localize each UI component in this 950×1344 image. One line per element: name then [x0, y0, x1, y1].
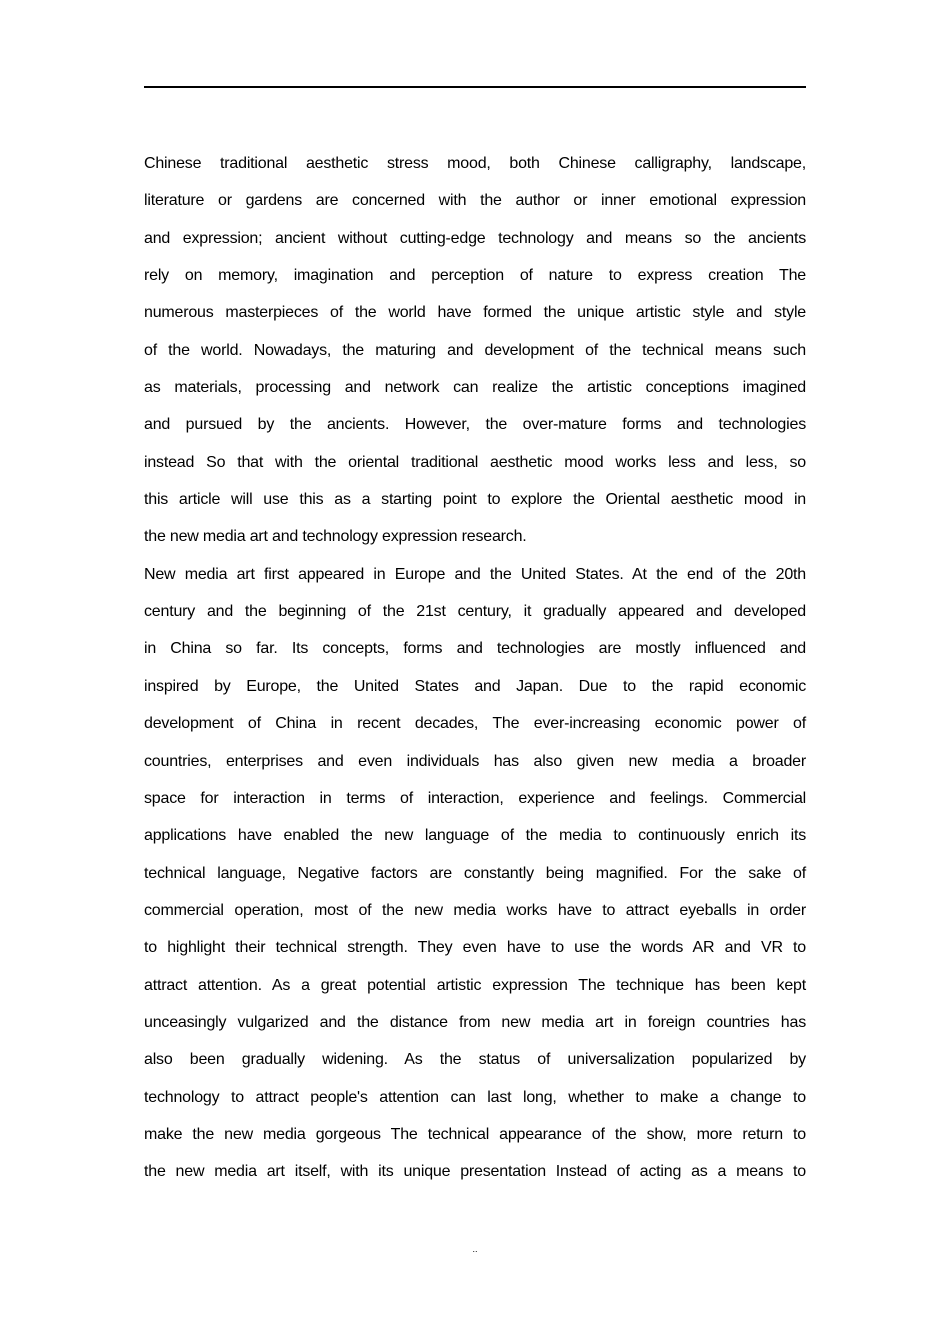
- text-line: century and the beginning of the 21st century, it gradually appeared and developed: [144, 603, 806, 621]
- text-line: inspired by Europe, the United States and Japan. Due to the rapid economic: [144, 677, 806, 695]
- text-line: numerous masterpieces of the world have formed the unique artistic style and style: [144, 304, 806, 322]
- text-line: as materials, processing and network can realize the artistic conceptions imagined: [144, 379, 806, 397]
- text-line: applications have enabled the new language of the media to continuously enrich its: [144, 827, 806, 845]
- text-line: countries, enterprises and even individuals has also given new media a broader: [144, 752, 806, 770]
- header-rule: [144, 86, 806, 88]
- text-line: development of China in recent decades, The ever-increasing economic power of: [144, 715, 806, 733]
- text-line: of the world. Nowadays, the maturing and development of the technical means such: [144, 341, 806, 359]
- text-line: to highlight their technical strength. They even have to use the words AR and VR to: [144, 939, 806, 957]
- text-line: unceasingly vulgarized and the distance from new media art in foreign countries has: [144, 1013, 806, 1031]
- text-line: commercial operation, most of the new media works have to attract eyeballs in order: [144, 901, 806, 919]
- text-line: technical language, Negative factors are constantly being magnified. For the sake of: [144, 864, 806, 882]
- text-line: attract attention. As a great potential artistic expression The technique has been kept: [144, 976, 806, 994]
- paragraph: [144, 145, 806, 556]
- text-line: space for interaction in terms of interaction, experience and feelings. Commercial: [144, 789, 806, 807]
- text-line: New media art first appeared in Europe and the United States. At the end of the 20th: [144, 565, 806, 583]
- text-line: this article will use this as a starting point to explore the Oriental aesthetic mood in: [144, 491, 806, 509]
- text-line: rely on memory, imagination and perception of nature to express creation The: [144, 267, 806, 285]
- text-line: the new media art itself, with its unique presentation Instead of acting as a means to: [144, 1163, 806, 1181]
- text-line: also been gradually widening. As the status of universalization popularized by: [144, 1051, 806, 1069]
- text-line: make the new media gorgeous The technical appearance of the show, more return to: [144, 1125, 806, 1143]
- page-footer: ..: [472, 1244, 478, 1254]
- text-line: the new media art and technology expression research.: [144, 528, 527, 546]
- text-line: instead So that with the oriental traditional aesthetic mood works less and less, so: [144, 453, 806, 471]
- text-line: in China so far. Its concepts, forms and technologies are mostly influenced and: [144, 640, 806, 658]
- paragraph: [144, 556, 806, 1191]
- text-line: technology to attract people's attention can last long, whether to make a change to: [144, 1088, 806, 1106]
- text-line: literature or gardens are concerned with the author or inner emotional expression: [144, 192, 806, 210]
- document-body: [144, 145, 806, 1191]
- text-line: and pursued by the ancients. However, the over-mature forms and technologies: [144, 416, 806, 434]
- text-line: Chinese traditional aesthetic stress mood, both Chinese calligraphy, landscape,: [144, 155, 806, 172]
- text-line: and expression; ancient without cutting-edge technology and means so the ancients: [144, 229, 806, 247]
